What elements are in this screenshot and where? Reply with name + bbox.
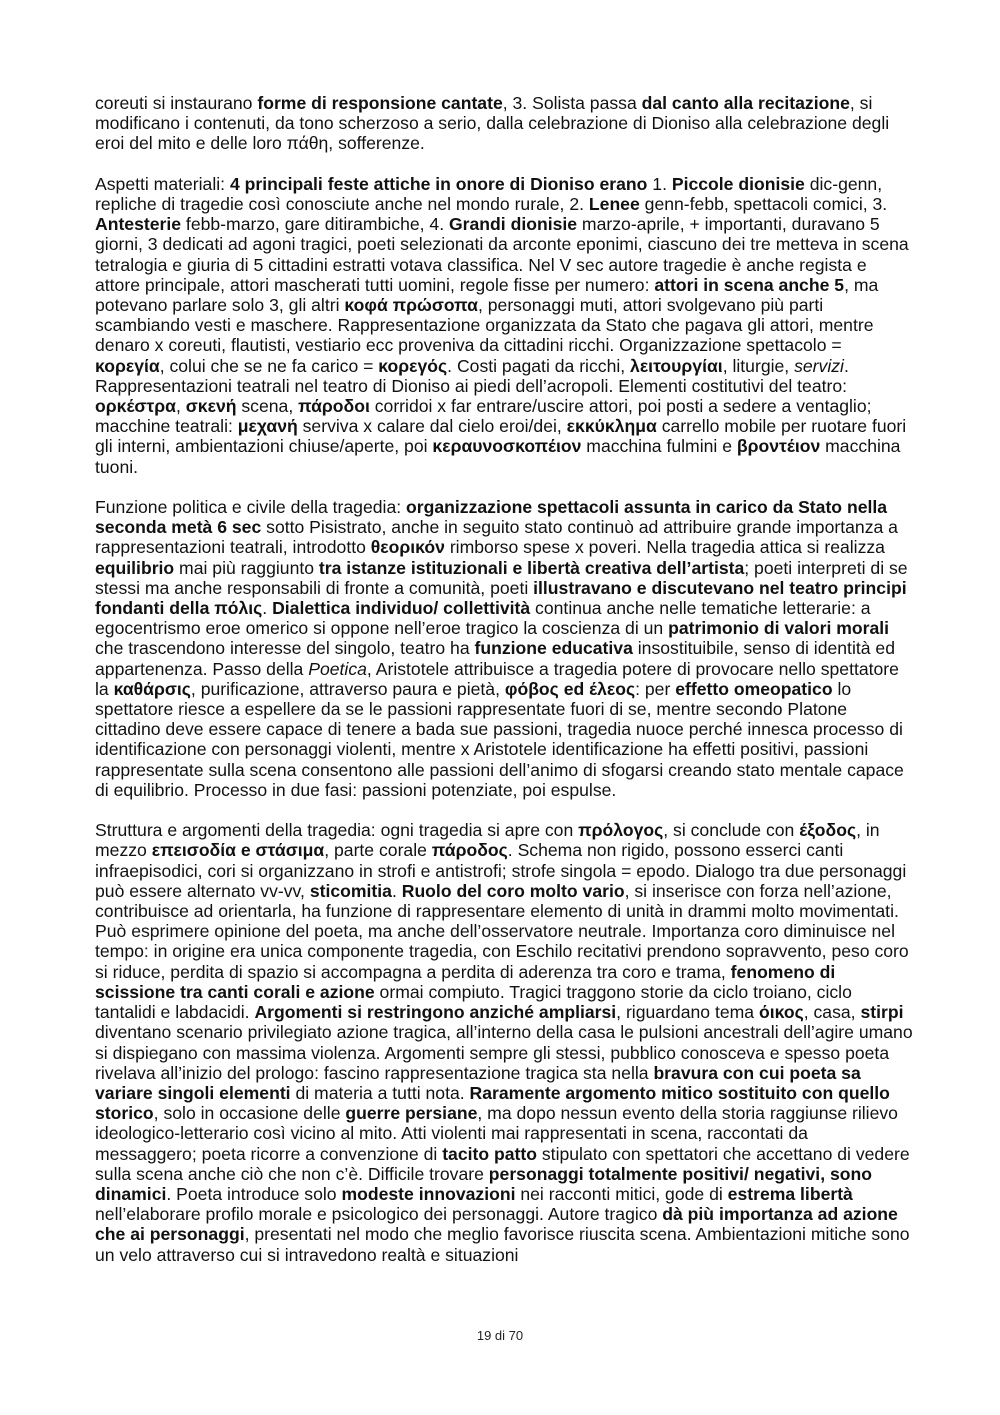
text-run: mai più raggiunto [174, 557, 319, 578]
text-run: insostituibile, senso di identità ed appartenenza. Passo della [95, 638, 895, 679]
text-run: , Aristotele attribuisce a tragedia potere di provocare nello spettatore la [95, 658, 899, 699]
text-run: nei racconti mitici, gode di [515, 1183, 728, 1204]
text-run: dic-genn, repliche di tragedie così conosciute anche nel mondo rurale, 2. [95, 173, 883, 214]
text-run: Struttura e argomenti della tragedia: ogni tragedia si apre con [95, 820, 579, 841]
text-run: Funzione politica e civile della tragedia: [95, 497, 407, 518]
text-run: , ma potevano parlare solo 3, gli altri [95, 274, 879, 316]
italic-run: Poetica [308, 658, 367, 679]
bold-run: dà più importanza ad azione che ai personaggi [95, 1204, 898, 1245]
text-run: , si conclude con [663, 820, 800, 841]
bold-run: equilibrio [95, 557, 175, 578]
bold-run: dal canto alla recitazione [641, 93, 850, 113]
paragraph-aspetti-materiali [95, 174, 913, 477]
bold-run: personaggi totalmente positivi/ negativi, sono dinamici [95, 1163, 873, 1204]
bold-run: σκενή [185, 396, 237, 417]
text-run: , si inserisce con forza nell’azione, contribuisce ad orientarla, ha funzione di rappresentare elemento di unità in drammi molto movimentati. Può esprimere opinione del poeta, ma anche dell’osservatore neutrale. Importanza coro diminuisce nel tempo: in origine era unica componente tragedia, con Eschilo recitativi prendono sopravvento, peso coro si riduce, perdita di spazio si accompagna a perdita di aderenza tra coro e trama, [95, 880, 909, 982]
text-run: , [175, 396, 186, 417]
bold-run: illustravano e discutevano nel teatro principi fondanti della πόλις [95, 577, 907, 619]
bold-run: επεισοδία e στάσιμα [151, 840, 325, 861]
text-run: . [262, 598, 273, 619]
bold-run: guerre persiane [345, 1103, 478, 1124]
bold-run: όικος [758, 1002, 804, 1023]
bold-run: έξοδος [799, 820, 857, 841]
bold-run: modeste innovazioni [341, 1183, 516, 1204]
bold-run: tacito patto [442, 1143, 537, 1164]
page-number: 19 di 70 [476, 1328, 524, 1343]
text-run: lo spettatore riesce a espellere da se le passioni rappresentate fuori di se, mentre secondo Platone cittadino deve essere capace di tenere a bada sue passioni, tragedia nuoce perché innesca processo di identificazione con personaggi violenti, mentre x Aristotele identificazione ha effetti positivi, passioni rappresentate sulla scena consentono alle passioni dell’animo di sfogarsi creando stato mentale capace di equilibrio. Processo in due fasi: passioni potenziate, poi espulse. [95, 678, 904, 800]
document-body [95, 93, 913, 1285]
bold-run: Piccole dionisie [671, 173, 805, 194]
paragraph-struttura-argomenti [95, 820, 913, 1264]
bold-run: θεορικόν [370, 537, 445, 558]
bold-run: Raramente argomento mitico sostituito con quello storico [95, 1082, 890, 1124]
text-run: . [391, 880, 402, 901]
text-run: macchina fulmini e [581, 436, 737, 457]
bold-run: Ruolo del coro molto vario [401, 880, 625, 901]
text-run: , in mezzo [95, 820, 880, 861]
text-run: : per [635, 678, 676, 699]
text-run: nell’elaborare profilo morale e psicologico dei personaggi. Autore tragico [95, 1204, 663, 1225]
text-run: macchina tuoni. [95, 436, 901, 477]
text-run: corridoi x far entrare/uscire attori, poi posti a sedere a ventaglio; macchine teatrali: [95, 396, 872, 437]
text-run: , liturgie, [722, 355, 795, 376]
text-run: , ma dopo nessun evento della storia raggiunse rilievo ideologico-letterario così vicino al mito. Atti violenti mai rappresentati in scena, raccontati da messaggero; poeta ricorre a convenzione di [95, 1103, 898, 1164]
text-run: . Costi pagati da ricchi, [447, 355, 631, 376]
bold-run: forme di responsione cantate [257, 93, 503, 113]
bold-run: Dialettica individuo/ collettività [272, 598, 531, 619]
bold-run: Grandi dionisie [448, 214, 578, 235]
bold-run: κεραυνοσκοπέιον [432, 436, 582, 457]
text-run: , 3. Solista passa [502, 93, 642, 113]
bold-run: κορεγία [95, 355, 160, 376]
bold-run: attori in scena anche 5 [654, 274, 845, 295]
bold-run: stirpi [860, 1002, 904, 1023]
text-run: serviva x calare dal cielo eroi/dei, [297, 416, 567, 437]
bold-run: bravura con cui poeta sa variare singoli elementi [95, 1062, 861, 1103]
text-run: , presentati nel modo che meglio favorisce riuscita scena. Ambientazioni mitiche sono un velo attraverso cui si intravedono realtà e situazioni [95, 1224, 910, 1265]
bold-run: patrimonio di valori morali [668, 618, 890, 639]
bold-run: λειτουργίαι [630, 355, 723, 376]
text-run: ormai compiuto. Tragici traggono storie da ciclo troiano, ciclo tantalidi e labdacidi. [95, 981, 852, 1023]
text-run: ; poeti interpreti di se stessi ma anche responsabili di fronte a comunità, poeti [95, 557, 908, 598]
bold-run: πρόλογος [578, 820, 664, 841]
bold-run: κορεγός [378, 355, 448, 376]
text-run: , riguardano tema [616, 1002, 759, 1023]
text-run: che trascendono interesse del singolo, teatro ha [95, 638, 475, 659]
paragraph-funzione-politica [95, 497, 913, 800]
text-run: , parte corale [324, 840, 432, 861]
text-run: . Schema non rigido, possono esserci canti infraepisodici, cori si organizzano in strofi e antistrofi; strofe singola = epodo. Dialogo tra due personaggi può essere alternato vv-vv, [95, 840, 907, 901]
text-run: febb-marzo, gare ditirambiche, 4. [181, 214, 449, 235]
bold-run: μεχανή [237, 416, 298, 437]
text-run: rimborso spese x poveri. Nella tragedia attica si realizza [444, 537, 885, 558]
bold-run: βροντέιον [736, 436, 821, 457]
text-run: di materia a tutti nota. [290, 1082, 470, 1103]
bold-run: effetto omeopatico [675, 678, 833, 699]
text-run: , purificazione, attraverso paura e pietà, [190, 678, 505, 699]
text-run: diventano scenario privilegiato azione tragica, all’interno della casa le pulsioni ancestrali dell’agire umano si dispiegano con massima violenza. Argomenti sempre gli stessi, pubblico conosceva e spesso poeta rivelava all’inizio del prologo: fascino rappresentazione tragica sta nella [95, 1022, 913, 1083]
bold-run: Argomenti si restringono anziché ampliarsi [254, 1002, 617, 1023]
text-run: scena, [236, 396, 299, 417]
bold-run: καθάρσις [113, 678, 191, 699]
text-run: . Rappresentazioni teatrali nel teatro di Dioniso ai piedi dell’acropoli. Elementi costitutivi del teatro: [95, 355, 849, 396]
bold-run: funzione educativa [474, 638, 633, 659]
bold-run: sticomitia [309, 880, 392, 901]
bold-run: Lenee [588, 194, 640, 214]
paragraph-coreuti [95, 93, 913, 154]
bold-run: φόβος ed έλεος [504, 678, 636, 699]
text-run: carrello mobile per ruotare fuori gli interni, ambientazioni chiuse/aperte, poi [95, 416, 907, 457]
text-run: , colui che se ne fa carico = [159, 355, 379, 376]
bold-run: estrema libertà [727, 1183, 853, 1204]
bold-run: πάροδος [431, 840, 508, 861]
text-run: 1. [647, 173, 672, 194]
text-run: , solo in occasione delle [153, 1103, 346, 1124]
text-run: stipulato con spettatori che accettano di vedere sulla scena anche ciò che non c’è. Difficile trovare [95, 1143, 910, 1184]
text-run: genn-febb, spettacoli comici, 3. [639, 194, 888, 214]
text-run: Aspetti materiali: [95, 173, 230, 194]
text-run: , casa, [803, 1002, 861, 1023]
italic-run: servizi [794, 355, 844, 376]
text-run: sotto Pisistrato, anche in seguito stato continuò ad attribuire grande importanza a rappresentazioni teatrali, introdotto [95, 517, 898, 558]
text-run: marzo-aprile, + importanti, duravano 5 giorni, 3 dedicati ad agoni tragici, poeti selezionati da arconte eponimi, ciascuno dei tre metteva in scena tetralogia e giuria di 5 cittadini estratti votava classifica. Nel V sec autore tragedie è anche regista e attore principale, attori mascherati tutti uomini, regole fisse per numero: [95, 214, 909, 295]
bold-run: Antesterie [95, 214, 182, 235]
bold-run: εκκύκλημα [566, 416, 657, 437]
text-run: , personaggi muti, attori svolgevano più parti scambiando vesti e maschere. Rappresentazione organizzata da Stato che pagava gli attori, mentre denaro x coreuti, flautisti, vestiario ecc proveniva da cittadini ricchi. Organizzazione spettacolo = [95, 295, 874, 356]
bold-run: tra istanze istituzionali e libertà creativa dell’artista [318, 557, 745, 578]
text-run: , si modificano i contenuti, da tono scherzoso a serio, dalla celebrazione di Dioniso alla celebrazione degli eroi del mito e delle loro πάθη, sofferenze. [95, 93, 890, 154]
bold-run: fenomeno di scissione tra canti corali e azione [95, 961, 836, 1002]
bold-run: organizzazione spettacoli assunta in carico da Stato nella seconda metà 6 sec [95, 497, 888, 538]
bold-run: ορκέστρα [95, 396, 176, 417]
bold-run: κοφά πρώσοπα [344, 295, 478, 316]
bold-run: πάροδοι [298, 396, 370, 417]
text-run: . Poeta introduce solo [166, 1183, 342, 1204]
text-run: coreuti si instaurano [95, 93, 258, 113]
bold-run: 4 principali feste attiche in onore di Dioniso erano [229, 173, 648, 194]
text-run: continua anche nelle tematiche letterarie: a egocentrismo eroe omerico si oppone nell’eroe tragico la coscienza di un [95, 598, 871, 639]
